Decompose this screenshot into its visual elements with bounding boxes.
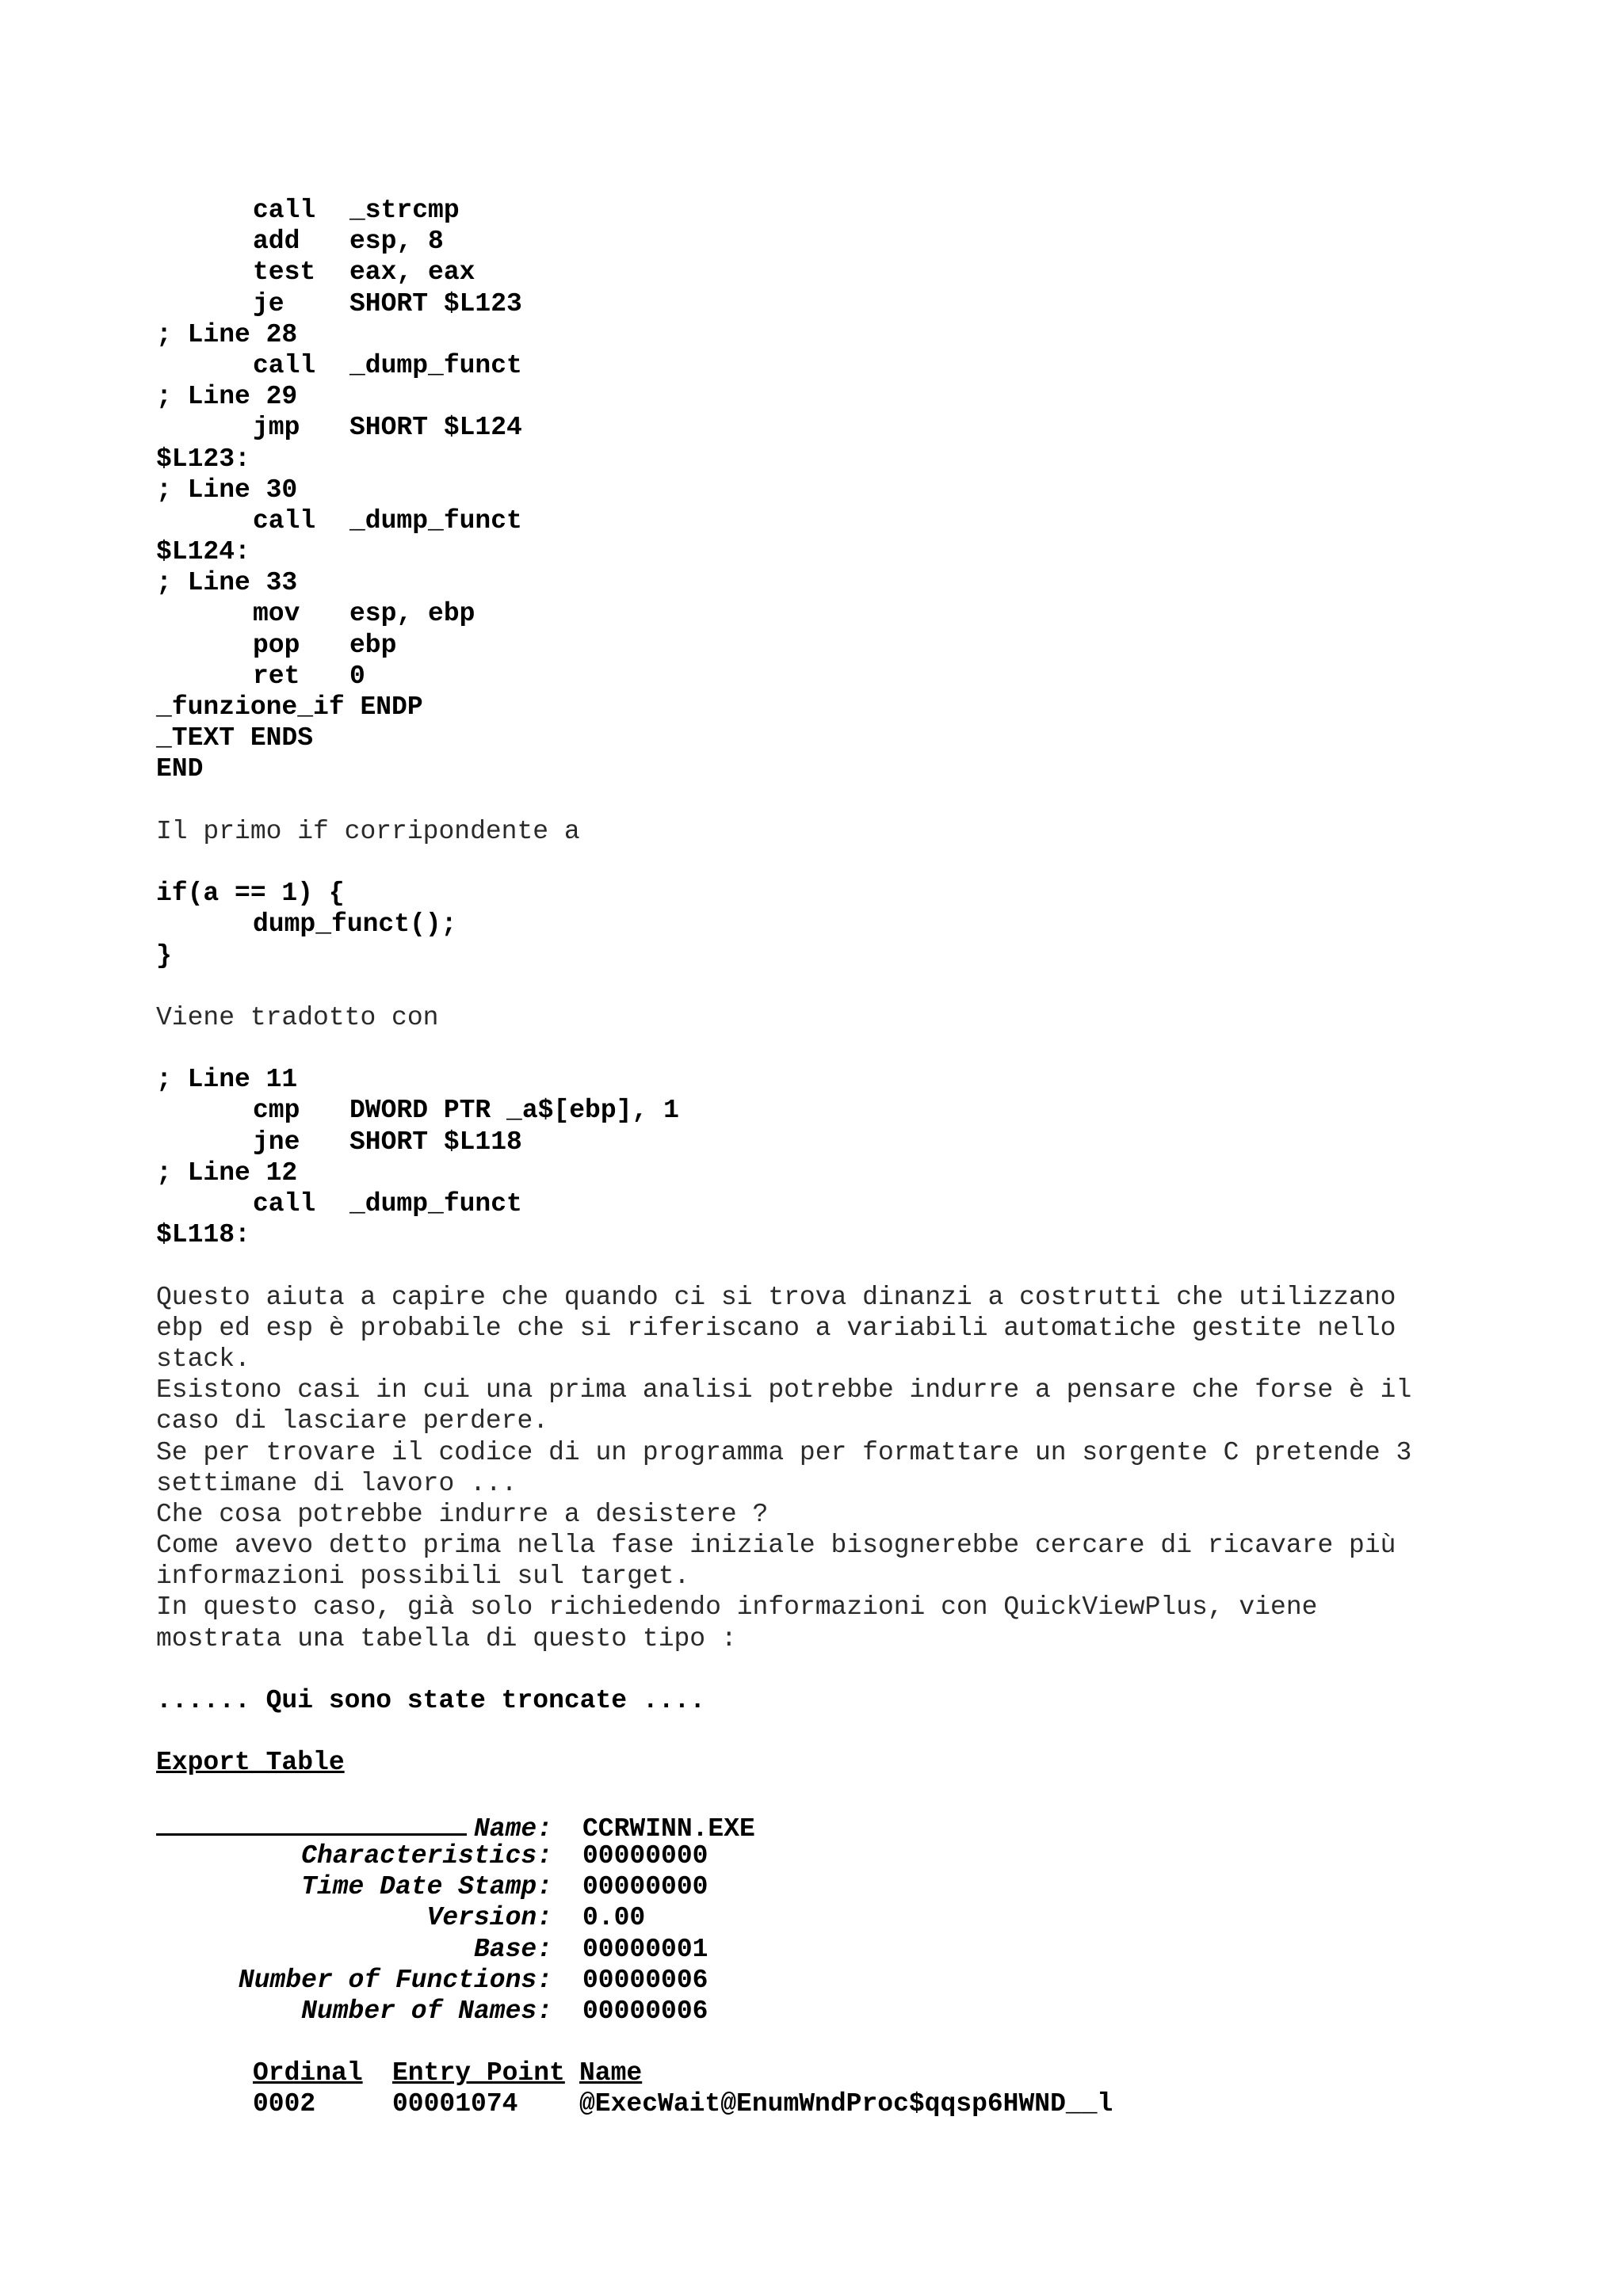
asm-label-line: ; Line 33 [156,568,298,598]
paragraph-line: Se per trovare il codice di un programma per formattare un sorgente C pretende 3 [156,1437,1412,1467]
export-fields [156,1840,1503,2027]
export-field-value: 00000006 [582,1996,708,2026]
export-field-row [156,1871,1503,1902]
truncated-note: ...... Qui sono state troncate .... [156,1686,706,1715]
export-columns-header [156,2058,1503,2088]
assembly-listing-2 [156,1064,1503,1250]
asm-mnemonic: add [253,227,300,257]
export-field-value: 00000000 [582,1872,708,1902]
export-table-title: Export Table [156,1748,345,1778]
asm-instruction-line [156,1188,1503,1219]
export-table-header [156,1810,1503,2027]
export-field-row [156,1902,1503,1933]
asm-label-line: $L123: [156,444,250,474]
table-row [156,2088,1503,2119]
asm-mnemonic: jmp [253,413,300,443]
asm-operands: _dump_funct [349,505,522,536]
export-field-row [156,1965,1503,1996]
asm-label-line: ; Line 11 [156,1065,298,1095]
asm-mnemonic: call [253,196,316,225]
column-entry-point: Entry Point [392,2058,565,2088]
asm-instruction-line [156,288,1503,319]
asm-instruction-line [156,630,1503,661]
column-ordinal: Ordinal [253,2058,363,2088]
asm-operands: esp, 8 [349,227,444,257]
export-field-value: 00000000 [582,1840,708,1871]
paragraph-line: stack. [156,1344,250,1374]
asm-operands: SHORT $L123 [349,288,522,318]
asm-instruction-line [156,661,1503,692]
asm-label-line: _funzione_if ENDP [156,692,423,722]
paragraph-line: Questo aiuta a capire che quando ci si trova dinanzi a costrutti che utilizzano [156,1282,1396,1312]
asm-instruction-line [156,412,1503,443]
paragraph-line: mostrata una tabella di questo tipo : [156,1623,737,1653]
asm-operands: SHORT $L124 [349,413,522,443]
paragraph-line: Come avevo detto prima nella fase iniziale bisognerebbe cercare di ricavare più [156,1531,1396,1561]
paragraph-line: informazioni possibili sul target. [156,1562,690,1592]
asm-instruction-line [156,1127,1503,1158]
asm-instruction-line [156,598,1503,629]
asm-operands: _dump_funct [349,350,522,380]
asm-mnemonic: test [253,257,316,288]
asm-operands: 0 [349,661,365,691]
export-field-row [156,1996,1503,2027]
asm-label-line: $L124: [156,537,250,567]
export-field-row [156,1934,1503,1965]
column-name: Name [579,2058,643,2088]
c-code-block [156,878,1503,971]
translation-text: Viene tradotto con [156,1002,439,1032]
export-name-row [156,1810,1503,1844]
export-field-value: 00000001 [582,1934,708,1964]
paragraph-line: Esistono casi in cui una prima analisi potrebbe indurre a pensare che forse è il [156,1375,1412,1405]
paragraph-line: Che cosa potrebbe indurre a desistere ? [156,1499,769,1529]
asm-mnemonic: call [253,350,316,380]
paragraph-line: ebp ed esp è probabile che si riferiscano a variabili automatiche gestite nello [156,1313,1396,1343]
export-field-row [156,1840,1503,1871]
asm-instruction-line [156,505,1503,536]
export-name-value: CCRWINN.EXE [582,1814,755,1844]
asm-mnemonic: ret [253,661,300,691]
asm-label-line: $L118: [156,1220,250,1250]
export-field-label: Version: [426,1903,552,1933]
asm-label-line: END [156,754,204,784]
asm-instruction-line [156,257,1503,288]
explanation-paragraph [156,1282,1503,1654]
export-field-label: Number of Functions: [238,1965,552,1995]
asm-mnemonic: jne [253,1127,300,1157]
c-code-line: } [156,940,172,971]
c-code-line: dump_funct(); [253,910,457,940]
asm-instruction-line [156,195,1503,226]
paragraph-line: caso di lasciare perdere. [156,1406,549,1436]
intro-text: Il primo if corripondente a [156,816,580,846]
asm-instruction-line [156,226,1503,257]
paragraph-line: In questo caso, già solo richiedendo informazioni con QuickViewPlus, viene [156,1592,1318,1623]
export-field-value: 0.00 [582,1903,646,1933]
underline-rule [156,1810,467,1836]
export-field-label: Characteristics: [301,1840,552,1871]
export-rows [156,2088,1503,2119]
asm-operands: _dump_funct [349,1189,522,1219]
export-field-value: 00000006 [582,1965,708,1995]
export-name-label: Name: [473,1814,552,1844]
asm-mnemonic: call [253,1189,316,1219]
export-field-label: Number of Names: [301,1996,552,2026]
asm-mnemonic: pop [253,630,300,660]
c-code-line: if(a == 1) { [156,879,345,909]
document-page [156,195,1503,2120]
asm-label-line: ; Line 12 [156,1158,298,1188]
cell-name: @ExecWait@EnumWndProc$qqsp6HWND__l [579,2089,1113,2119]
cell-ordinal: 0002 [253,2089,316,2119]
asm-label-line: ; Line 28 [156,319,298,349]
asm-label-line: ; Line 30 [156,475,298,505]
paragraph-line: settimane di lavoro ... [156,1468,517,1498]
asm-instruction-line [156,1095,1503,1126]
asm-mnemonic: je [253,288,285,318]
asm-mnemonic: call [253,505,316,536]
assembly-listing-1 [156,195,1503,785]
asm-label-line: _TEXT ENDS [156,723,314,753]
asm-operands: DWORD PTR _a$[ebp], 1 [349,1096,679,1126]
asm-operands: eax, eax [349,257,475,288]
export-field-label: Base: [473,1934,552,1964]
export-field-label: Time Date Stamp: [301,1872,552,1902]
asm-operands: SHORT $L118 [349,1127,522,1157]
asm-instruction-line [156,350,1503,381]
asm-mnemonic: mov [253,599,300,629]
cell-entry-point: 00001074 [392,2089,518,2119]
asm-operands: ebp [349,630,397,660]
asm-operands: esp, ebp [349,599,475,629]
asm-mnemonic: cmp [253,1096,300,1126]
asm-label-line: ; Line 29 [156,382,298,412]
asm-operands: _strcmp [349,196,460,225]
